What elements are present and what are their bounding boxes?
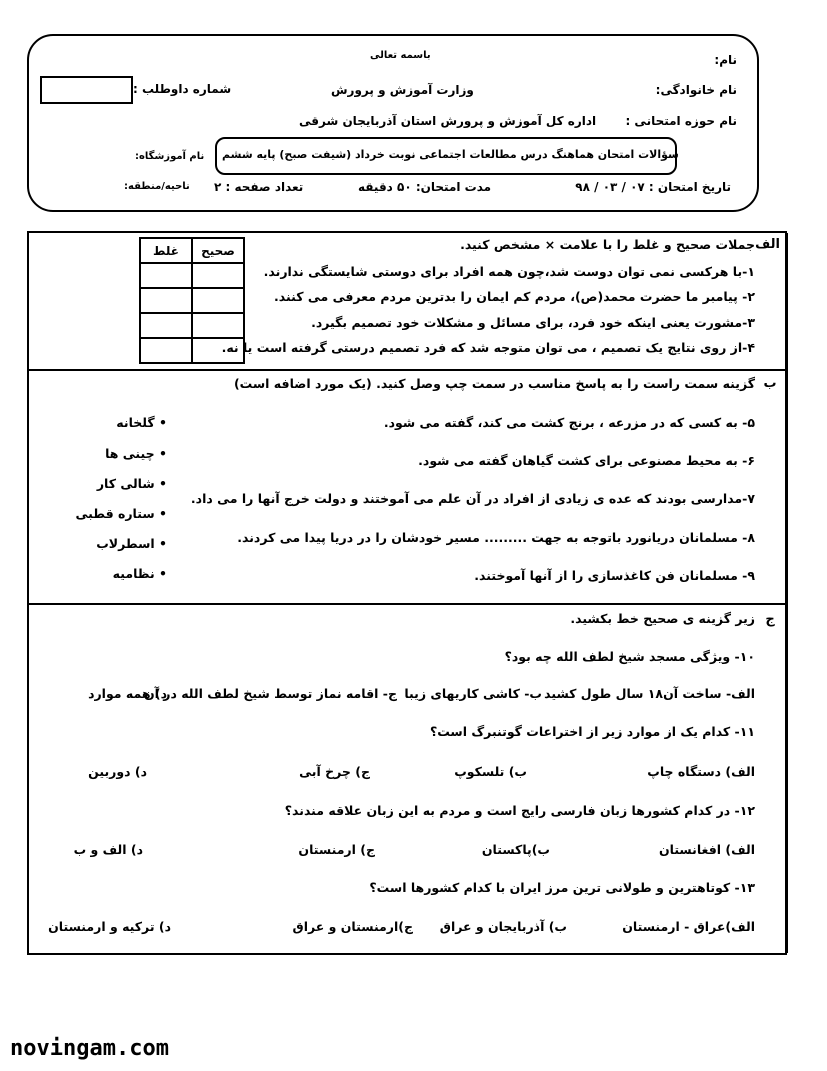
question-7: ۷-مدارسی بودند که عده ی زیادی از افراد در آن علم می آموختند و دولت خرج آنها را می داد. <box>190 491 755 506</box>
question-9: ۹- مسلمانان فن کاغذسازی را از آنها آموختند. <box>474 568 755 583</box>
q12-option-c[interactable]: ج) ارمنستان <box>298 842 375 857</box>
zone-label: نام حوزه امتحانی : <box>625 114 737 128</box>
site-watermark: novingam.com <box>10 1036 169 1061</box>
q12-option-a[interactable]: الف) افغانستان <box>658 842 755 857</box>
question-4: ۴-از روی نتایج یک تصمیم ، می توان متوجه شد که فرد تصمیم درستی گرفته است یا نه. <box>221 340 755 355</box>
bismillah: باسمه تعالی <box>370 50 431 61</box>
question-3: ۳-مشورت یعنی اینکه خود فرد، برای مسائل و مشکلات خود تصمیم بگیرد. <box>311 315 755 330</box>
exam-date: تاریخ امتحان : ۰۷ / ۰۳ / ۹۸ <box>575 180 731 194</box>
match-answer-text: اسطرلاب <box>96 536 155 551</box>
ministry-title: وزارت آموزش و پرورش <box>331 83 474 97</box>
match-answer-text: چینی ها <box>105 446 155 461</box>
answer-cell[interactable] <box>140 338 192 363</box>
exam-duration: مدت امتحان: ۵۰ دقیقه <box>358 180 492 194</box>
name-label: نام: <box>714 53 737 67</box>
answer-cell[interactable] <box>192 313 244 338</box>
q13-option-d[interactable]: د) ترکیه و ارمنستان <box>48 919 171 934</box>
answer-cell[interactable] <box>192 288 244 313</box>
question-6: ۶- به محیط مصنوعی برای کشت گیاهان گفته می شود. <box>418 453 755 468</box>
match-answer-text: گلخانه <box>116 415 155 430</box>
answer-cell[interactable] <box>140 263 192 288</box>
q11-option-b[interactable]: ب) تلسکوپ <box>454 764 527 779</box>
q11-option-d[interactable]: د) دوربین <box>88 764 147 779</box>
q12-option-d[interactable]: د) الف و ب <box>73 842 143 857</box>
question-10: ۱۰- ویژگی مسجد شیخ لطف الله چه بود؟ <box>504 649 755 664</box>
q13-option-c[interactable]: ج)ارمنستان و عراق <box>292 919 413 934</box>
section-letter-c: ج <box>765 612 775 627</box>
match-answer-6: • نظامیه <box>112 566 167 581</box>
answer-cell[interactable] <box>140 313 192 338</box>
section-divider-a <box>29 369 785 371</box>
question-13: ۱۳- کوتاهترین و طولانی ترین مرز ایران با کدام کشورها است؟ <box>369 880 755 895</box>
q10-option-c[interactable]: ج- اقامه نماز توسط شیخ لطف الله در آن <box>143 686 397 701</box>
question-5: ۵- به کسی که در مزرعه ، برنج کشت می کند، گفته می شود. <box>383 415 755 430</box>
section-b-instruction: گزینه سمت راست را به پاسخ مناسب در سمت چپ وصل کنید. (یک مورد اضافه است) <box>233 376 755 391</box>
letter-column-divider <box>786 233 788 953</box>
section-a-instruction: جملات صحیح و غلط را با علامت × مشخص کنید. <box>460 237 755 252</box>
question-2: ۲- پیامبر ما حضرت محمد(ص)، مردم کم ایمان را بدترین مردم معرفی می کنند. <box>274 289 755 304</box>
q12-option-b[interactable]: ب)پاکستان <box>481 842 550 857</box>
match-answer-1: • گلخانه <box>116 415 167 430</box>
answer-cell[interactable] <box>192 263 244 288</box>
family-label: نام خانوادگی: <box>655 83 737 97</box>
question-1: ۱-با هرکسی نمی توان دوست شد،چون همه افراد برای دوستی شایستگی ندارند. <box>263 264 755 279</box>
match-answer-text: نظامیه <box>112 566 155 581</box>
candidate-number-field[interactable] <box>40 76 133 104</box>
q10-option-a[interactable]: الف- ساخت آن۱۸ سال طول کشید <box>544 686 755 701</box>
q11-option-c[interactable]: ج) چرخ آبی <box>299 764 370 779</box>
directorate-title: اداره کل آموزش و پرورش استان آذربایجان شرقی <box>299 114 597 128</box>
answer-cell[interactable] <box>192 338 244 363</box>
match-answer-5: • اسطرلاب <box>96 536 167 551</box>
exam-title: سؤالات امتحان هماهنگ درس مطالعات اجتماعی نوبت خرداد (شیفت صبح) پایه ششم <box>222 148 679 161</box>
q11-option-a[interactable]: الف) دستگاه چاپ <box>647 764 755 779</box>
district-label: ناحیه/منطقه: <box>124 181 190 192</box>
section-letter-a: الف <box>755 237 780 252</box>
section-letter-b: ب <box>763 376 777 391</box>
match-answer-text: شالی کار <box>96 476 155 491</box>
col-wrong-header: غلط <box>140 238 192 263</box>
question-11: ۱۱- کدام یک از موارد زیر از اختراعات گوتنبرگ است؟ <box>429 724 755 739</box>
candidate-label: شماره داوطلب : <box>133 82 232 96</box>
match-answer-4: • ستاره قطبی <box>75 506 167 521</box>
q13-option-a[interactable]: الف)عراق - ارمنستان <box>622 919 755 934</box>
school-label: نام آموزشگاه: <box>135 151 205 162</box>
answer-cell[interactable] <box>140 288 192 313</box>
match-answer-3: • شالی کار <box>96 476 167 491</box>
col-correct-header: صحیح <box>192 238 244 263</box>
question-8: ۸- مسلمانان دریانورد باتوجه به جهت ......... مسیر خودشان را در دریا پیدا می کردند. <box>237 530 755 545</box>
true-false-grid <box>139 237 245 364</box>
q10-option-b[interactable]: ب- کاشی کاریهای زیبا <box>404 686 542 701</box>
match-answer-text: ستاره قطبی <box>75 506 155 521</box>
q13-option-b[interactable]: ب) آذربایجان و عراق <box>439 919 567 934</box>
page-count: تعداد صفحه : ۲ <box>214 180 304 194</box>
section-c-instruction: زیر گزینه ی صحیح خط بکشید. <box>570 611 755 626</box>
section-divider-b <box>29 603 785 605</box>
match-answer-2: • چینی ها <box>105 446 167 461</box>
question-12: ۱۲- در کدام کشورها زبان فارسی رایج است و مردم به این زبان علاقه مندند؟ <box>284 803 755 818</box>
q10-option-d[interactable]: د) همه موارد <box>88 686 167 701</box>
